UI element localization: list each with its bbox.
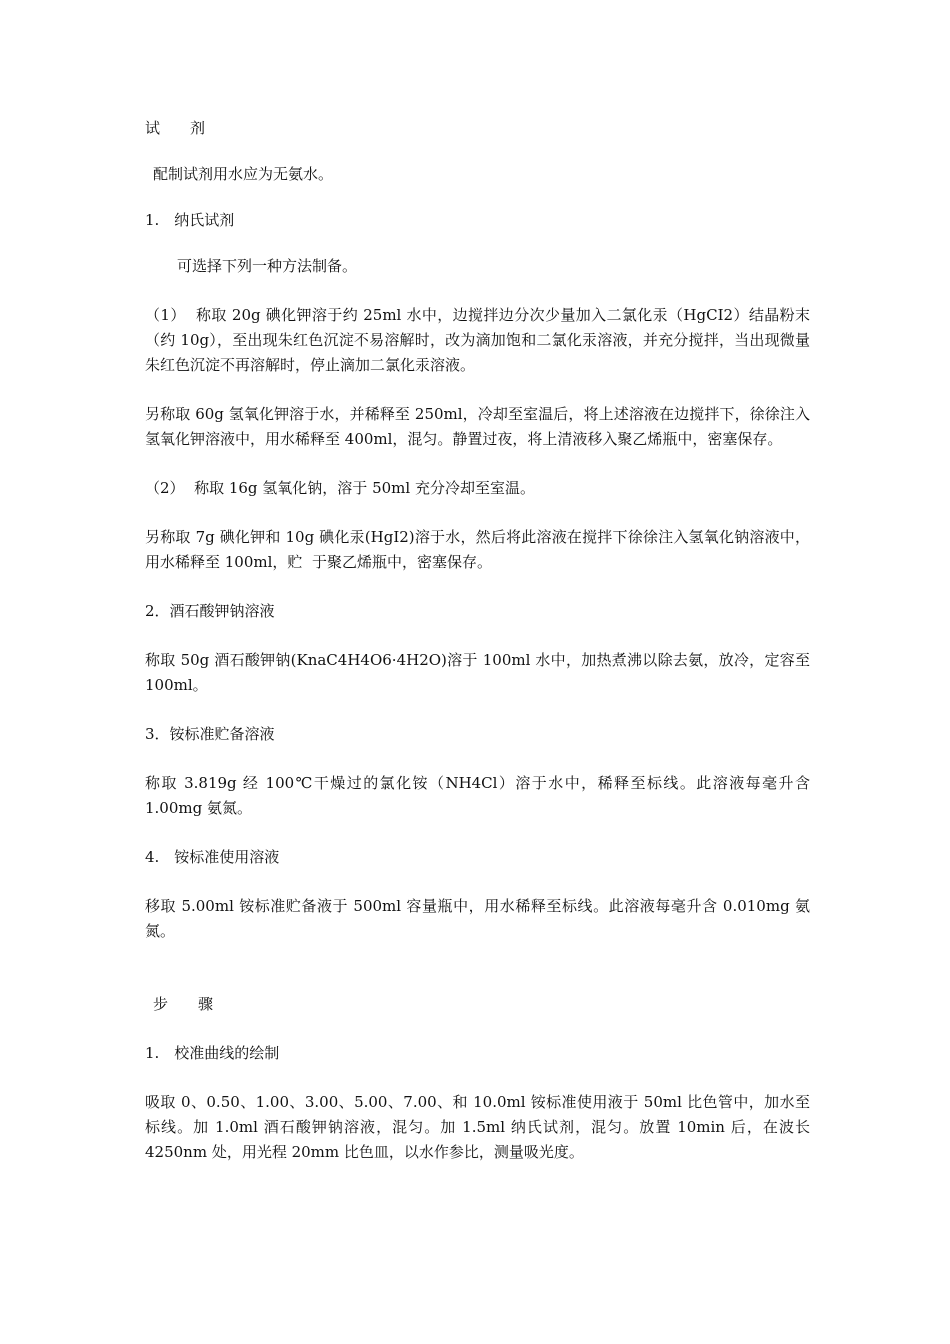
method-1-paragraph-1: （1） 称取 20g 碘化钾溶于约 25ml 水中，边搅拌边分次少量加入二氯化汞（HgCI2）结晶粉末（约 10g），至出现朱红色沉淀不易溶解时，改为滴加饱和二氯化汞溶液，并充分搅拌，当出现微量朱红色沉淀不再溶解时，停止滴加二氯化汞溶液。 xyxy=(145,306,810,374)
reagent-item-4-title: 4. 铵标准使用溶液 xyxy=(145,848,280,866)
section-title-reagents: 试 剂 xyxy=(145,119,206,137)
reagent-water-note: 配制试剂用水应为无氨水。 xyxy=(153,165,334,183)
document-page xyxy=(145,116,815,1165)
reagent-item-2-title: 2．酒石酸钾钠溶液 xyxy=(145,602,275,620)
method-2-paragraph-1: （2） 称取 16g 氢氧化钠，溶于 50ml 充分冷却至室温。 xyxy=(145,479,535,497)
procedure-item-1-title: 1. 校准曲线的绘制 xyxy=(145,1044,280,1062)
reagent-item-1-intro: 可选择下列一种方法制备。 xyxy=(177,257,358,275)
method-1-paragraph-2: 另称取 60g 氢氧化钾溶于水，并稀释至 250ml，冷却至室温后，将上述溶液在边搅拌下，徐徐注入氢氧化钾溶液中，用水稀释至 400ml，混匀。静置过夜，将上清液移入聚乙烯瓶中，密塞保存。 xyxy=(145,405,810,448)
reagent-item-3-title: 3．铵标准贮备溶液 xyxy=(145,725,275,743)
section-title-procedure: 步 骤 xyxy=(153,995,214,1013)
method-2-paragraph-2: 另称取 7g 碘化钾和 10g 碘化汞(HgI2)溶于水，然后将此溶液在搅拌下徐徐注入氢氧化钠溶液中，用水稀释至 100ml，贮 于聚乙烯瓶中，密塞保存。 xyxy=(145,528,810,571)
procedure-item-1-body: 吸取 0、0.50、1.00、3.00、5.00、7.00、和 10.0ml 铵标准使用液于 50ml 比色管中，加水至标线。加 1.0ml 酒石酸钾钠溶液，混匀。加 1.5ml 纳氏试剂，混匀。放置 10min 后，在波长 4250nm 处，用光程 20mm 比色皿，以水作参比，测量吸光度。 xyxy=(145,1093,815,1161)
reagent-item-1-title: 1. 纳氏试剂 xyxy=(145,211,235,229)
reagent-item-2-body: 称取 50g 酒石酸钾钠(KnaC4H4O6·4H2O)溶于 100ml 水中，加热煮沸以除去氨，放冷，定容至 100ml。 xyxy=(145,651,815,694)
reagent-item-3-body: 称取 3.819g 经 100℃干燥过的氯化铵（NH4Cl）溶于水中，稀释至标线。此溶液每毫升含 1.00mg 氨氮。 xyxy=(145,774,815,817)
reagent-item-4-body: 移取 5.00ml 铵标准贮备液于 500ml 容量瓶中，用水稀释至标线。此溶液每毫升含 0.010mg 氨氮。 xyxy=(145,897,810,940)
